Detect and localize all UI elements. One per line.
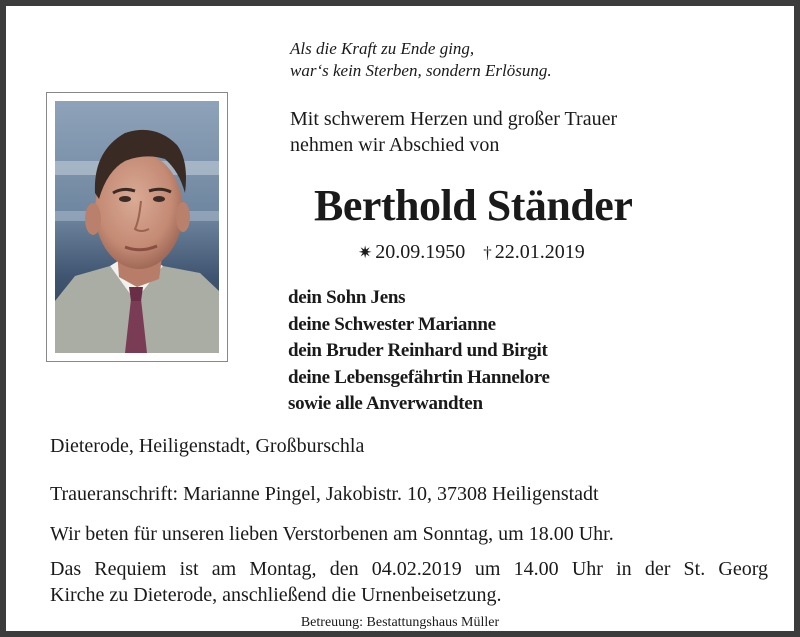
mourners-list xyxy=(288,285,550,418)
mourner-line: deine Schwester Marianne xyxy=(288,313,496,335)
prayer-notice: Wir beten für unseren lieben Verstorbenen am Sonntag, um 18.00 Uhr. xyxy=(50,523,614,545)
intro-line: nehmen wir Abschied von xyxy=(290,134,500,156)
birth-date: 20.09.1950 xyxy=(375,241,466,263)
motto-line: Als die Kraft zu Ende ging, xyxy=(290,39,475,58)
birth-star-icon: ✷ xyxy=(358,243,373,262)
requiem-line: Kirche zu Dieterode, anschließend die Urnenbeisetzung. xyxy=(50,584,502,606)
portrait-photo xyxy=(55,101,219,353)
deceased-name: Berthold Ständer xyxy=(314,181,633,230)
motto xyxy=(290,38,552,82)
places: Dieterode, Heiligenstadt, Großburschla xyxy=(50,435,365,457)
intro-text xyxy=(290,106,617,158)
mourner-line: sowie alle Anverwandten xyxy=(288,393,483,414)
intro-line: Mit schwerem Herzen und großer Trauer xyxy=(290,108,618,130)
death-cross-icon: † xyxy=(483,243,492,262)
mourner-line: dein Sohn Jens xyxy=(288,287,406,308)
undertaker-credit: Betreuung: Bestattungshaus Müller xyxy=(300,615,500,630)
mourner-line: dein Bruder Reinhard und Birgit xyxy=(288,340,548,361)
portrait-frame xyxy=(46,92,228,362)
death-date: 22.01.2019 xyxy=(494,241,585,263)
mourning-address: Traueranschrift: Marianne Pingel, Jakobistr. 10, 37308 Heiligenstadt xyxy=(50,483,599,505)
life-dates xyxy=(358,239,585,266)
motto-line: war‘s kein Sterben, sondern Erlösung. xyxy=(290,61,552,80)
requiem-notice xyxy=(50,556,768,608)
mourner-line: deine Lebensgefährtin Hannelore xyxy=(288,366,550,388)
requiem-line: Das Requiem ist am Montag, den 04.02.2019 um 14.00 Uhr in der St. Georg xyxy=(50,558,768,580)
